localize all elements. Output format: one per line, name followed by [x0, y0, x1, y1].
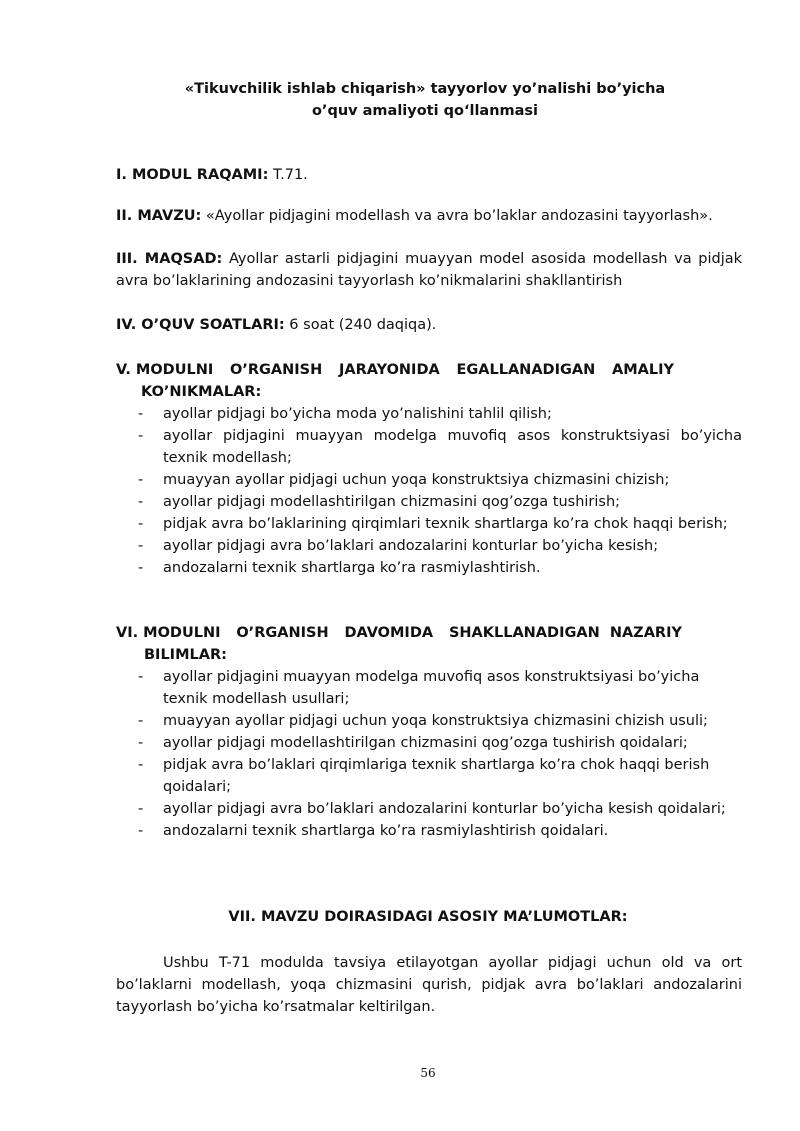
document-title: [110, 78, 740, 122]
dash-marker: -: [138, 735, 144, 751]
title-line-1: «Tikuvchilik ishlab chiqarish» tayyorlov yo’nalishi bo’yicha: [184, 81, 666, 97]
title-line-2: o’quv amaliyoti qo‘llanmasi: [311, 103, 539, 119]
section-6-list: [116, 666, 742, 842]
dash-marker: -: [138, 801, 144, 817]
dash-marker: -: [138, 757, 144, 773]
section-maqsad-value: Ayollar astarli pidjagini muayyan model asosida modellash va pidjak avra bo’laklarining andozasini tayyorlash ko’nikmalarini shakllantirish: [116, 251, 743, 289]
page-number: 56: [420, 1066, 436, 1080]
section-5-heading-word: O’RGANISH: [230, 362, 323, 378]
list-item: [116, 425, 742, 469]
dash-marker: -: [138, 406, 144, 422]
list-item-text: pidjak avra bo’laklarining qirqimlari texnik shartlarga ko’ra chok haqqi berish;: [163, 516, 728, 532]
list-item-text: muayyan ayollar pidjagi uchun yoqa konstruktsiya chizmasini chizish usuli;: [163, 713, 708, 729]
list-item-text: ayollar pidjagi bo’yicha moda yo’nalishini tahlil qilish;: [163, 406, 552, 422]
list-item: [116, 403, 742, 425]
dash-marker: -: [138, 516, 144, 532]
section-soat-value: 6 soat (240 daqiqa).: [284, 317, 437, 333]
list-item-text: ayollar pidjagi avra bo’laklari andozalarini konturlar bo’yicha kesish qoidalari;: [163, 801, 726, 817]
section-7-heading: VII. MAVZU DOIRASIDAGI ASOSIY MA’LUMOTLAR:: [228, 909, 628, 925]
section-6-heading-word: O’RGANISH: [236, 625, 329, 641]
list-item-text: ayollar pidjagi modellashtirilgan chizmasini qog’ozga tushirish;: [163, 494, 621, 510]
section-5-heading-word: JARAYONIDA: [338, 362, 440, 378]
list-item: [116, 732, 742, 754]
section-modul-label: I. MODUL RAQAMI:: [116, 167, 269, 183]
list-item-text: pidjak avra bo’laklari qirqimlariga texnik shartlarga ko’ra chok haqqi berish qoidalari;: [163, 757, 710, 795]
dash-marker: -: [138, 669, 144, 685]
section-modul-value: T.71.: [268, 167, 308, 183]
list-item: [116, 535, 742, 557]
list-item: [116, 754, 742, 798]
section-6-heading-word: DAVOMIDA: [344, 625, 434, 641]
section-6-heading-word: SHAKLLANADIGAN NAZARIY: [448, 625, 682, 641]
section-5-heading-line-2: KO’NIKMALAR:: [141, 384, 262, 400]
dash-marker: -: [138, 428, 144, 444]
dash-marker: -: [138, 538, 144, 554]
list-item: [116, 513, 742, 535]
list-item: [116, 557, 742, 579]
list-item-text: muayyan ayollar pidjagi uchun yoqa konstruktsiya chizmasini chizish;: [163, 472, 670, 488]
list-item: [116, 820, 742, 842]
dash-marker: -: [138, 472, 144, 488]
list-item-text: ayollar pidjagi avra bo’laklari andozalarini konturlar bo’yicha kesish;: [163, 538, 659, 554]
section-6-heading-word: VI. MODULNI: [116, 625, 221, 641]
dash-marker: -: [138, 823, 144, 839]
list-item-text: ayollar pidjagi modellashtirilgan chizmasini qog’ozga tushirish qoidalari;: [163, 735, 688, 751]
section-modul: [116, 164, 742, 186]
section-5-heading: [116, 359, 742, 403]
list-item: [116, 710, 742, 732]
section-5-heading-word: AMALIY: [611, 362, 674, 378]
list-item-text: andozalarni texnik shartlarga ko’ra rasmiylashtirish qoidalari.: [163, 823, 609, 839]
section-5-heading-word: V. MODULNI: [116, 362, 214, 378]
list-item: [116, 798, 742, 820]
section-mavzu: [116, 205, 742, 227]
list-item: [116, 666, 742, 710]
section-mavzu-value: «Ayollar pidjagini modellash va avra bo’laklar andozasini tayyorlash».: [201, 208, 713, 224]
list-item-text: andozalarni texnik shartlarga ko’ra rasmiylashtirish.: [163, 560, 541, 576]
section-6-heading: [116, 622, 742, 666]
section-7-paragraph: Ushbu T-71 modulda tavsiya etilayotgan ayollar pidjagi uchun old va ort bo’laklarni modellash, yoqa chizmasini qurish, pidjak avra bo’laklari andozalarini tayyorlash bo’yicha ko’rsatmalar keltirilgan.: [116, 955, 742, 1015]
list-item: [116, 469, 742, 491]
list-item: [116, 491, 742, 513]
list-item-text: ayollar pidjagini muayyan modelga muvofiq asos konstruktsiyasi bo’yicha texnik modellash;: [163, 428, 742, 466]
section-maqsad-label: III. MAQSAD:: [116, 251, 223, 267]
section-soat-label: IV. O’QUV SOATLARI:: [116, 317, 285, 333]
dash-marker: -: [138, 494, 144, 510]
section-maqsad: [116, 248, 742, 292]
list-item-text: ayollar pidjagini muayyan modelga muvofiq asos konstruktsiyasi bo’yicha texnik modellash usullari;: [163, 669, 700, 707]
section-soat: [116, 314, 742, 336]
section-5-list: [116, 403, 742, 579]
section-mavzu-label: II. MAVZU:: [116, 208, 202, 224]
section-6-heading-line-2: BILIMLAR:: [144, 647, 227, 663]
dash-marker: -: [138, 560, 144, 576]
dash-marker: -: [138, 713, 144, 729]
section-5-heading-word: EGALLANADIGAN: [456, 362, 596, 378]
